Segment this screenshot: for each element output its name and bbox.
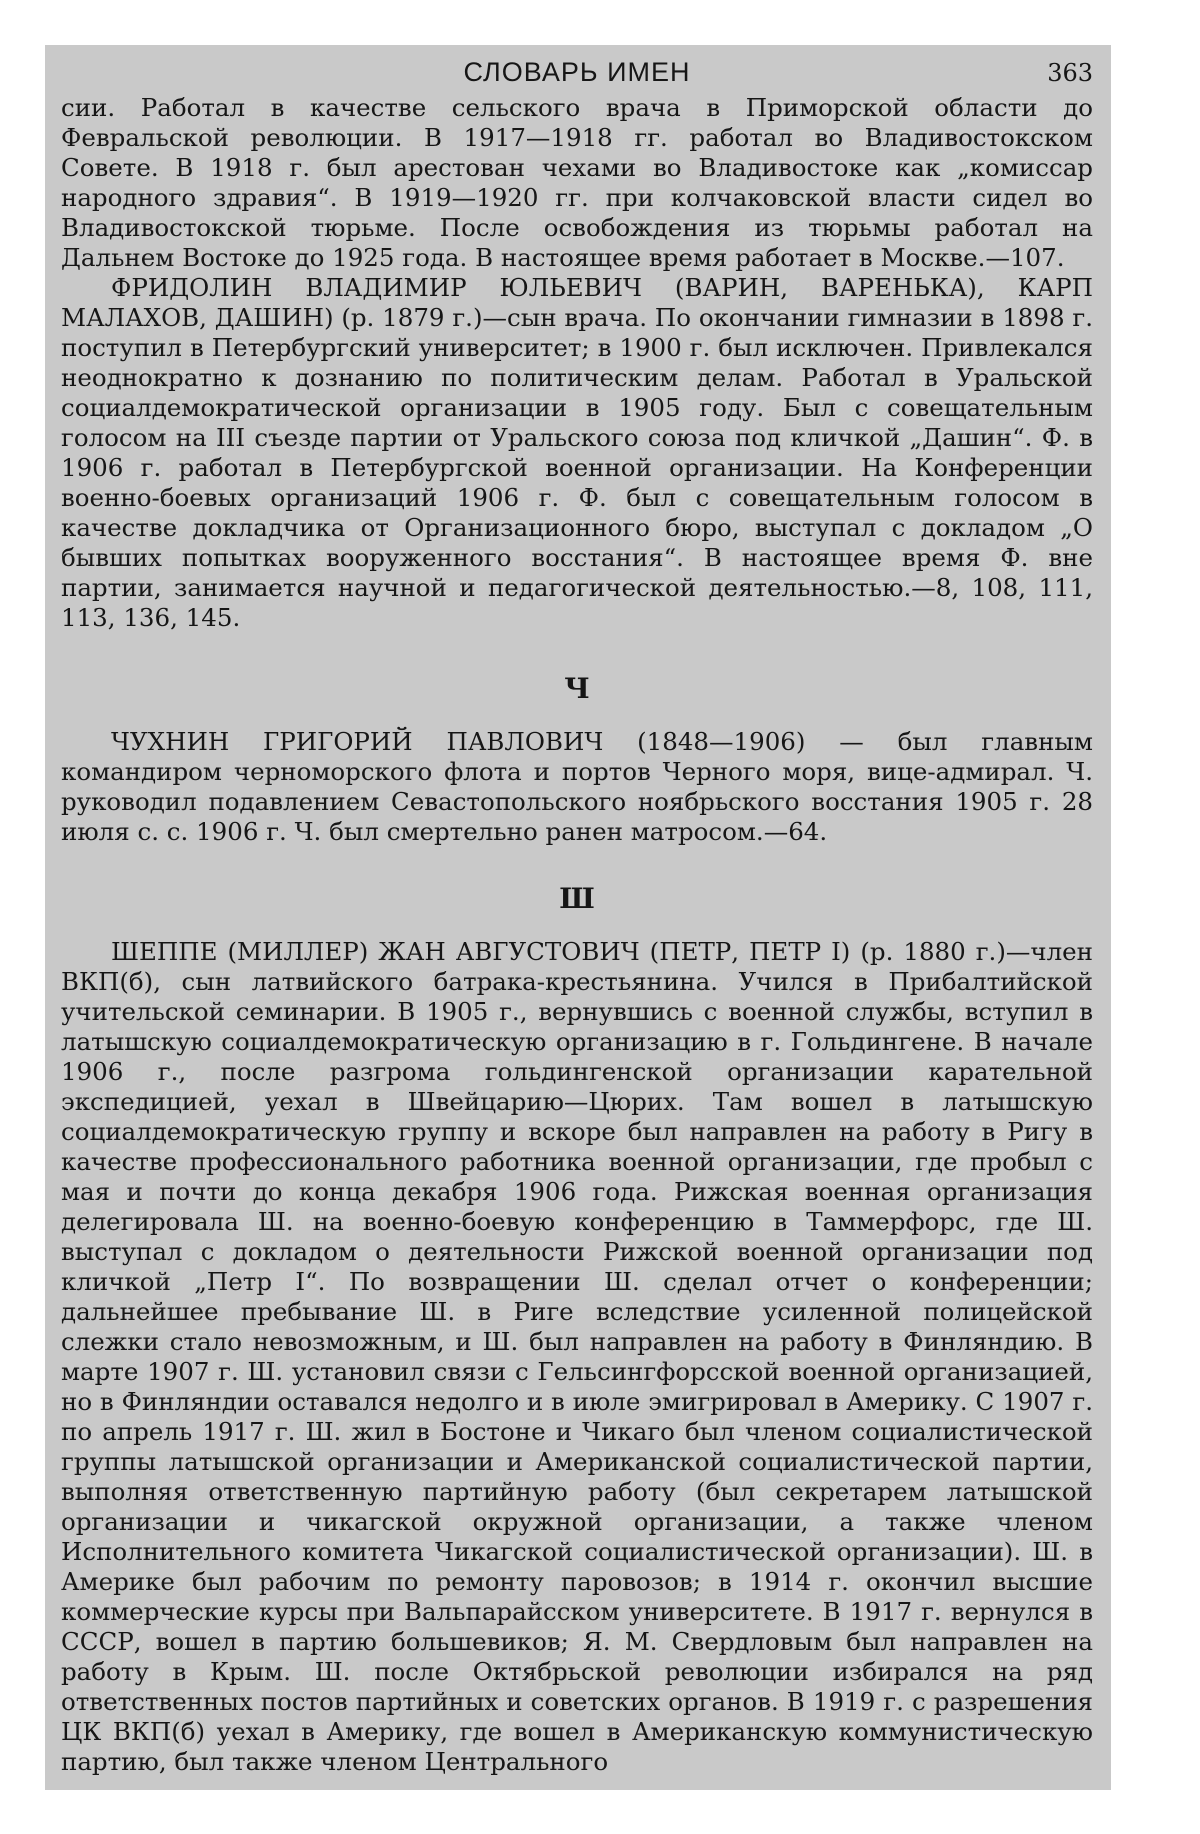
body-text [61,93,1093,1777]
section-letter-sh: Ш [559,882,595,915]
entry-continuation: сии. Работал в качестве сельского врача в Приморской области до Февральской революции. В 1917—1918 гг. работал во Владивостокском Совете. В 1918 г. был арестован чехами во Владивостоке как „комиссар народного здравия“. В 1919—1920 гг. при колчаковской власти сидел во Владивостокской тюрьме. После освобождения из тюрьмы работал на Дальнем Востоке до 1925 года. В настоящее время работает в Москве.—107. [61,93,1093,272]
section-letter-ch: Ч [564,672,590,705]
running-title: СЛОВАРЬ ИМЕН [463,57,691,87]
scanned-page [45,45,1111,1790]
entry-chukhnin: ЧУХНИН ГРИГОРИЙ ПАВЛОВИЧ (1848—1906) — был главным командиром черноморского флота и портов Черного моря, вице-адмирал. Ч. руководил подавлением Севастопольского ноябрьского восстания 1905 г. 28 июля с. с. 1906 г. Ч. был смертельно ранен матросом.—64. [61,727,1093,846]
entry-sheppe: ШЕППЕ (МИЛЛЕР) ЖАН АВГУСТОВИЧ (ПЕТР, ПЕТР I) (р. 1880 г.)—член ВКП(б), сын латвийского батрака-крестьянина. Учился в Прибалтийской учительской семинарии. В 1905 г., вернувшись с военной службы, вступил в латышскую социалдемократическую организацию в г. Гольдингене. В начале 1906 г., после разгрома гольдингенской организации карательной экспедицией, уехал в Швейцарию—Цюрих. Там вошел в латышскую социалдемократическую группу и вскоре был направлен на работу в Ригу в качестве профессионального работника военной организации, где пробыл с мая и почти до конца декабря 1906 года. Рижская военная организация делегировала Ш. на военно-боевую конференцию в Таммерфорс, где Ш. выступал с докладом о деятельности Рижской военной организации под кличкой „Петр I“. По возвращении Ш. сделал отчет о конференции; дальнейшее пребывание Ш. в Риге вследствие усиленной полицейской слежки стало невозможным, и Ш. был направлен на работу в Финляндию. В марте 1907 г. Ш. установил связи с Гельсингфорсской военной организацией, но в Финляндии оставался недолго и в июле эмигрировал в Америку. С 1907 г. по апрель 1917 г. Ш. жил в Бостоне и Чикаго был членом социалистической группы латышской организации и Американской социалистической партии, выполняя ответственную партийную работу (был секретарем латышской организации и чикагской окружной организации, а также членом Исполнительного комитета Чикагской социалистической организации). Ш. в Америке был рабочим по ремонту паровозов; в 1914 г. окончил высшие коммерческие курсы при Вальпарайсском университете. В 1917 г. вернулся в СССР, вошел в партию большевиков; Я. М. Свердловым был направлен на работу в Крым. Ш. после Октябрьской революции избирался на ряд ответственных постов партийных и советских органов. В 1919 г. с разрешения ЦК ВКП(б) уехал в Америку, где вошел в Американскую коммунистическую партию, был также членом Центрального [61,937,1093,1776]
page-number: 363 [1047,59,1093,87]
entry-fridolin: ФРИДОЛИН ВЛАДИМИР ЮЛЬЕВИЧ (ВАРИН, ВАРЕНЬКА), КАРП МАЛАХОВ, ДАШИН) (р. 1879 г.)—сын врача. По окончании гимназии в 1898 г. поступил в Петербургский университет; в 1900 г. был исключен. Привлекался неоднократно к дознанию по политическим делам. Работал в Уральской социалдемократической организации в 1905 году. Был с совещательным голосом на III съезде партии от Уральского союза под кличкой „Дашин“. Ф. в 1906 г. работал в Петербургской военной организации. На Конференции военно-боевых организаций 1906 г. Ф. был с совещательным голосом в качестве докладчика от Организационного бюро, выступал с докладом „О бывших попытках вооруженного восстания“. В настоящее время Ф. вне партии, занимается научной и педагогической деятельностью.—8, 108, 111, 113, 136, 145. [61,273,1093,632]
page-header [61,45,1093,93]
